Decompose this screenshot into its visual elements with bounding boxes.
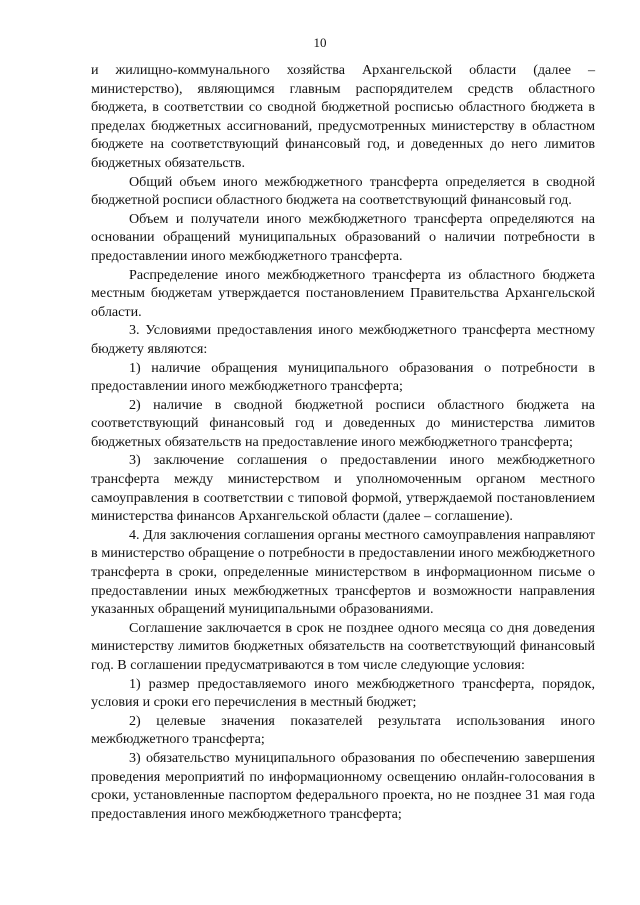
list-item: 2) целевые значения показателей результата использования иного межбюджетного трансферта; [91,712,595,748]
paragraph: 4. Для заключения соглашения органы местного самоуправления направляют в министерство обращение о потребности в предоставлении иного межбюджетного трансферта в сроки, определенные министерством в информационном письме о предоставлении иных межбюджетных трансфертов и возможности направления указанных обращений муниципальными образованиями. [91,526,595,618]
paragraph: Распределение иного межбюджетного трансферта из областного бюджета местным бюджетам утверждается постановлением Правительства Архангельской области. [91,266,595,320]
list-item: 1) размер предоставляемого иного межбюджетного трансферта, порядок, условия и сроки его перечисления в местный бюджет; [91,675,595,711]
list-item: 3) обязательство муниципального образования по обеспечению завершения проведения мероприятий по информационному освещению онлайн-голосования в сроки, установленные паспортом федерального проекта, но не позднее 31 мая года предоставления иного межбюджетного трансферта; [91,749,595,822]
paragraph: и жилищно-коммунального хозяйства Архангельской области (далее – министерство), являющимся главным распорядителем средств областного бюджета, в соответствии со сводной бюджетной росписью областного бюджета в пределах бюджетных ассигнований, предусмотренных министерству в областном бюджете на соответствующий финансовый год, и доведенных до него лимитов бюджетных обязательств. [91,62,595,171]
paragraph: Объем и получатели иного межбюджетного трансферта определяются на основании обращений муниципальных образований о наличии потребности в предоставлении иного межбюджетного трансферта. [91,210,595,264]
list-item: 1) наличие обращения муниципального образования о потребности в предоставлении иного межбюджетного трансферта; [91,359,595,395]
list-item: 2) наличие в сводной бюджетной росписи областного бюджета на соответствующий финансовый год и доведенных до министерства лимитов бюджетных обязательств на предоставление иного межбюджетного трансферта; [91,396,595,450]
document-body [91,61,595,823]
paragraph: Соглашение заключается в срок не позднее одного месяца со дня доведения министерству лимитов бюджетных обязательств на соответствующий финансовый год. В соглашении предусматриваются в том числе следующие условия: [91,619,595,673]
paragraph: Общий объем иного межбюджетного трансферта определяется в сводной бюджетной росписи областного бюджета на соответствующий финансовый год. [91,173,595,209]
page-number: 10 [313,35,327,50]
paragraph: 3. Условиями предоставления иного межбюджетного трансферта местному бюджету являются: [91,322,595,357]
list-item: 3) заключение соглашения о предоставлении иного межбюджетного трансферта между министерством и уполномоченным органом местного самоуправления в соответствии с типовой формой, утверждаемой постановлением министерства финансов Архангельской области (далее – соглашение). [91,452,595,525]
